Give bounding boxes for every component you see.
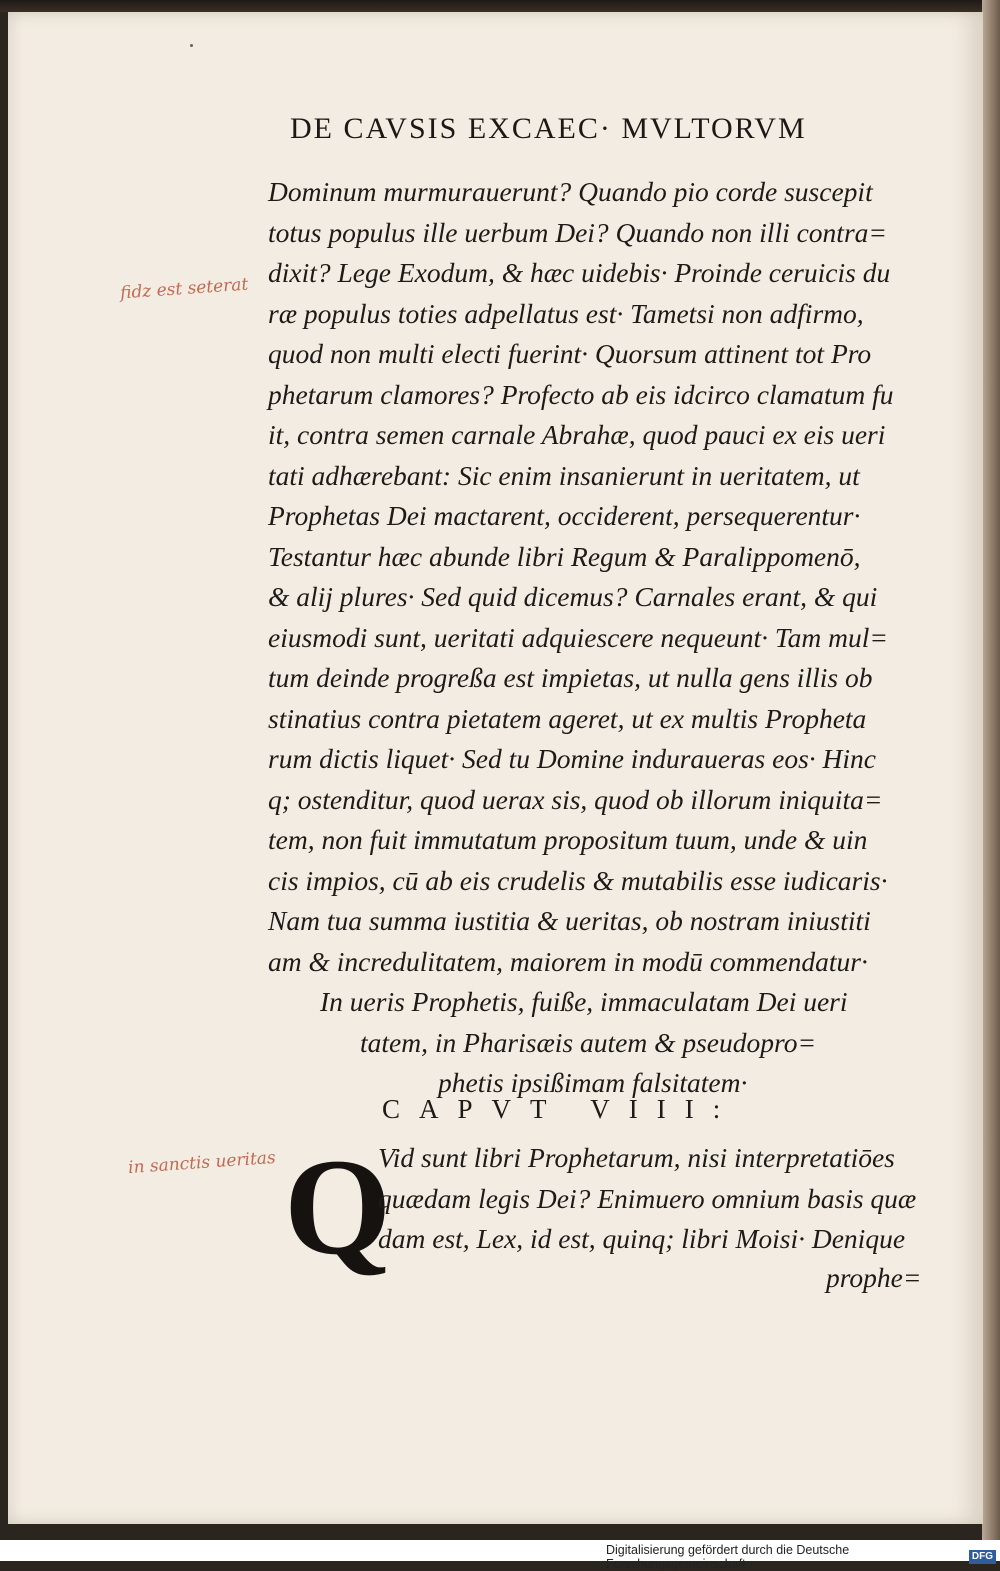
text-line: tem, non fuit immutatum propositum tuum, unde & uin xyxy=(268,824,868,855)
running-head: DE CAVSIS EXCAEC· MVLTORVM xyxy=(290,112,807,145)
text-line: rum dictis liquet· Sed tu Domine induraueras eos· Hinc xyxy=(268,743,876,774)
catchword: prophe= xyxy=(826,1262,922,1293)
book-fore-edge xyxy=(982,0,1000,1561)
text-line: tum deinde progreßa est impietas, ut nulla gens illis ob xyxy=(268,662,873,693)
digitization-footer xyxy=(606,1543,996,1571)
text-line: am & incredulitatem, maiorem in modū commendatur· xyxy=(268,945,868,977)
summary-line: tatem, in Pharisæis autem & pseudopro= xyxy=(360,1026,817,1058)
text-line: quædam legis Dei? Enimuero omnium basis quæ xyxy=(378,1182,917,1214)
margin-note: in sanctis ueritas xyxy=(127,1147,277,1179)
text-line: it, contra semen carnale Abrahæ, quod pauci ex eis ueri xyxy=(268,419,886,450)
margin-note: fidz est seterat xyxy=(119,274,249,304)
body-text xyxy=(268,172,928,1104)
dfg-logo: DFG xyxy=(969,1550,996,1564)
book-top-edge xyxy=(0,0,1000,12)
paper-speck xyxy=(190,44,193,47)
text-line: totus populus ille uerbum Dei? Quando non illi contra= xyxy=(268,216,887,248)
text-line: Prophetas Dei mactarent, occiderent, persequerentur· xyxy=(268,500,861,531)
chapter-text xyxy=(378,1138,938,1260)
drop-initial: Q xyxy=(284,1130,392,1283)
text-line: ræ populus toties adpellatus est· Tametsi non adfirmo, xyxy=(268,297,864,329)
footer-text: Digitalisierung gefördert durch die Deutsche Forschungsgemeinschaft · xyxy=(606,1543,850,1571)
text-line: stinatius contra pietatem ageret, ut ex multis Propheta xyxy=(268,702,867,734)
text-line: q; ostenditur, quod uerax sis, quod ob illorum iniquita= xyxy=(268,783,883,815)
text-line: phetarum clamores? Profecto ab eis idcirco clamatum fu xyxy=(268,378,894,410)
text-line: Vid sunt libri Prophetarum, nisi interpretatiōes xyxy=(378,1142,895,1173)
text-line: eiusmodi sunt, ueritati adquiescere nequeunt· Tam mul= xyxy=(268,621,888,653)
text-line: tati adhærebant: Sic enim insanierunt in ueritatem, ut xyxy=(268,459,860,491)
summary-line: phetis ipsißimam falsitatem· xyxy=(438,1067,748,1098)
text-line: Testantur hæc abunde libri Regum & Paralippomenō, xyxy=(268,540,861,572)
text-line: Nam tua summa iustitia & ueritas, ob nostram iniustiti xyxy=(268,905,871,936)
summary-line: In ueris Prophetis, fuiße, immaculatam Dei ueri xyxy=(320,986,848,1017)
chapter-heading: CAPVT VIII: xyxy=(382,1094,740,1124)
text-line: dam est, Lex, id est, quinq; libri Moisi· Denique xyxy=(378,1223,906,1254)
text-line: dixit? Lege Exodum, & hæc uidebis· Proinde ceruicis du xyxy=(268,257,891,288)
text-line: cis impios, cū ab eis crudelis & mutabilis esse iudicaris· xyxy=(268,864,888,896)
text-line: & alij plures· Sed quid dicemus? Carnales erant, & qui xyxy=(268,581,878,612)
text-line: Dominum murmurauerunt? Quando pio corde suscepit xyxy=(268,176,873,207)
text-line: quod non multi electi fuerint· Quorsum attinent tot Pro xyxy=(268,338,872,369)
